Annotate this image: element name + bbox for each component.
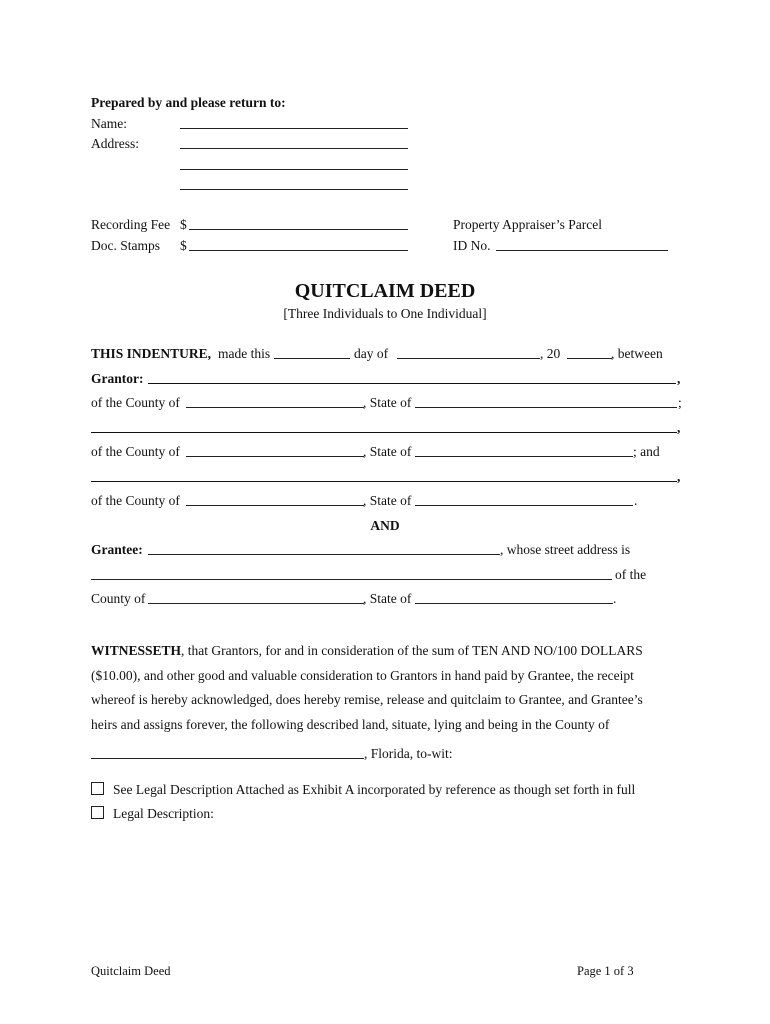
land-county-field[interactable]	[91, 758, 364, 759]
grantee-state-label: , State of	[363, 591, 412, 606]
made-this-label: made this	[218, 346, 271, 361]
doc-stamps-field[interactable]	[189, 250, 408, 251]
witnesseth-line-2: ($10.00), and other good and valuable consideration to Grantors in hand paid by Grantee, the receipt	[91, 668, 634, 683]
grantor-name-field-1[interactable]	[148, 383, 676, 384]
grantor-label: Grantor:	[91, 371, 144, 386]
day-of-label: day of	[354, 346, 389, 361]
witnesseth-text-1: , that Grantors, for and in consideration of the sum of TEN AND NO/100 DOLLARS	[181, 643, 643, 658]
indenture-lead: THIS INDENTURE,	[91, 346, 212, 361]
parcel-id-label: ID No.	[453, 238, 491, 253]
grantor-comma-2: ,	[677, 420, 681, 435]
florida-to-wit: , Florida, to-wit:	[364, 746, 453, 761]
county-label-2: of the County of	[91, 444, 180, 459]
deed-title: QUITCLAIM DEED	[294, 280, 476, 302]
grantor-name-field-3[interactable]	[91, 481, 677, 482]
recording-fee-label: Recording Fee	[91, 217, 171, 232]
grantor-comma-3: ,	[677, 469, 681, 484]
footer-doc-name: Quitclaim Deed	[91, 964, 171, 978]
address-field-line-3[interactable]	[180, 189, 408, 190]
and-suffix: ; and	[633, 444, 660, 459]
state-label-1: , State of	[363, 395, 412, 410]
year-field[interactable]	[567, 358, 612, 359]
footer-page-number: Page 1 of 3	[577, 964, 634, 978]
day-field[interactable]	[274, 358, 350, 359]
witnesseth-line-3: whereof is hereby acknowledged, does hereby remise, release and quitclaim to Grantee, and Grantee’s	[91, 692, 643, 707]
state-label-2: , State of	[363, 444, 412, 459]
recording-fee-dollar: $	[180, 217, 187, 232]
county-label-1: of the County of	[91, 395, 180, 410]
exhibit-a-checkbox[interactable]	[91, 782, 104, 795]
grantee-period: .	[613, 591, 617, 606]
witnesseth-line-4: heirs and assigns forever, the following described land, situate, lying and being in the County of	[91, 717, 610, 732]
doc-stamps-label: Doc. Stamps	[91, 238, 160, 253]
parcel-label: Property Appraiser’s Parcel	[453, 217, 602, 232]
year-prefix: , 20	[540, 346, 561, 361]
semicolon-1: ;	[678, 395, 682, 410]
county-field-2[interactable]	[186, 456, 364, 457]
address-field-line-1[interactable]	[180, 148, 408, 149]
parcel-id-field[interactable]	[496, 250, 668, 251]
street-address-label: , whose street address is	[500, 542, 631, 557]
prepared-by-heading: Prepared by and please return to:	[91, 95, 286, 110]
grantor-comma-1: ,	[677, 371, 681, 386]
address-field-line-2[interactable]	[180, 169, 408, 170]
county-label-3: of the County of	[91, 493, 180, 508]
month-field[interactable]	[397, 358, 540, 359]
of-the-label: of the	[615, 567, 647, 582]
grantee-label: Grantee:	[91, 542, 143, 557]
witnesseth-line-1	[91, 643, 643, 659]
address-label: Address:	[91, 136, 139, 151]
period-1: .	[634, 493, 638, 508]
exhibit-a-label: See Legal Description Attached as Exhibit A incorporated by reference as though set forth in full	[113, 782, 636, 797]
grantee-state-field[interactable]	[415, 603, 613, 604]
street-address-field[interactable]	[91, 579, 612, 580]
legal-description-checkbox[interactable]	[91, 806, 104, 819]
exhibit-a-option[interactable]	[91, 782, 635, 798]
grantee-county-label: County of	[91, 591, 146, 606]
county-field-3[interactable]	[186, 505, 364, 506]
doc-stamps-dollar: $	[180, 238, 187, 253]
and-heading: AND	[370, 518, 400, 533]
county-field-1[interactable]	[186, 407, 364, 408]
legal-description-label: Legal Description:	[113, 806, 214, 821]
recording-fee-field[interactable]	[189, 229, 408, 230]
deed-subtitle: [Three Individuals to One Individual]	[283, 306, 487, 321]
name-label: Name:	[91, 116, 127, 131]
witnesseth-lead: WITNESSETH	[91, 643, 182, 658]
state-field-2[interactable]	[415, 456, 633, 457]
state-field-1[interactable]	[415, 407, 677, 408]
grantee-county-field[interactable]	[148, 603, 364, 604]
between-label: , between	[611, 346, 663, 361]
grantee-name-field[interactable]	[148, 554, 500, 555]
grantor-name-field-2[interactable]	[91, 432, 677, 433]
name-field[interactable]	[180, 128, 408, 129]
state-field-3[interactable]	[415, 505, 633, 506]
state-label-3: , State of	[363, 493, 412, 508]
legal-description-option[interactable]	[91, 806, 214, 822]
